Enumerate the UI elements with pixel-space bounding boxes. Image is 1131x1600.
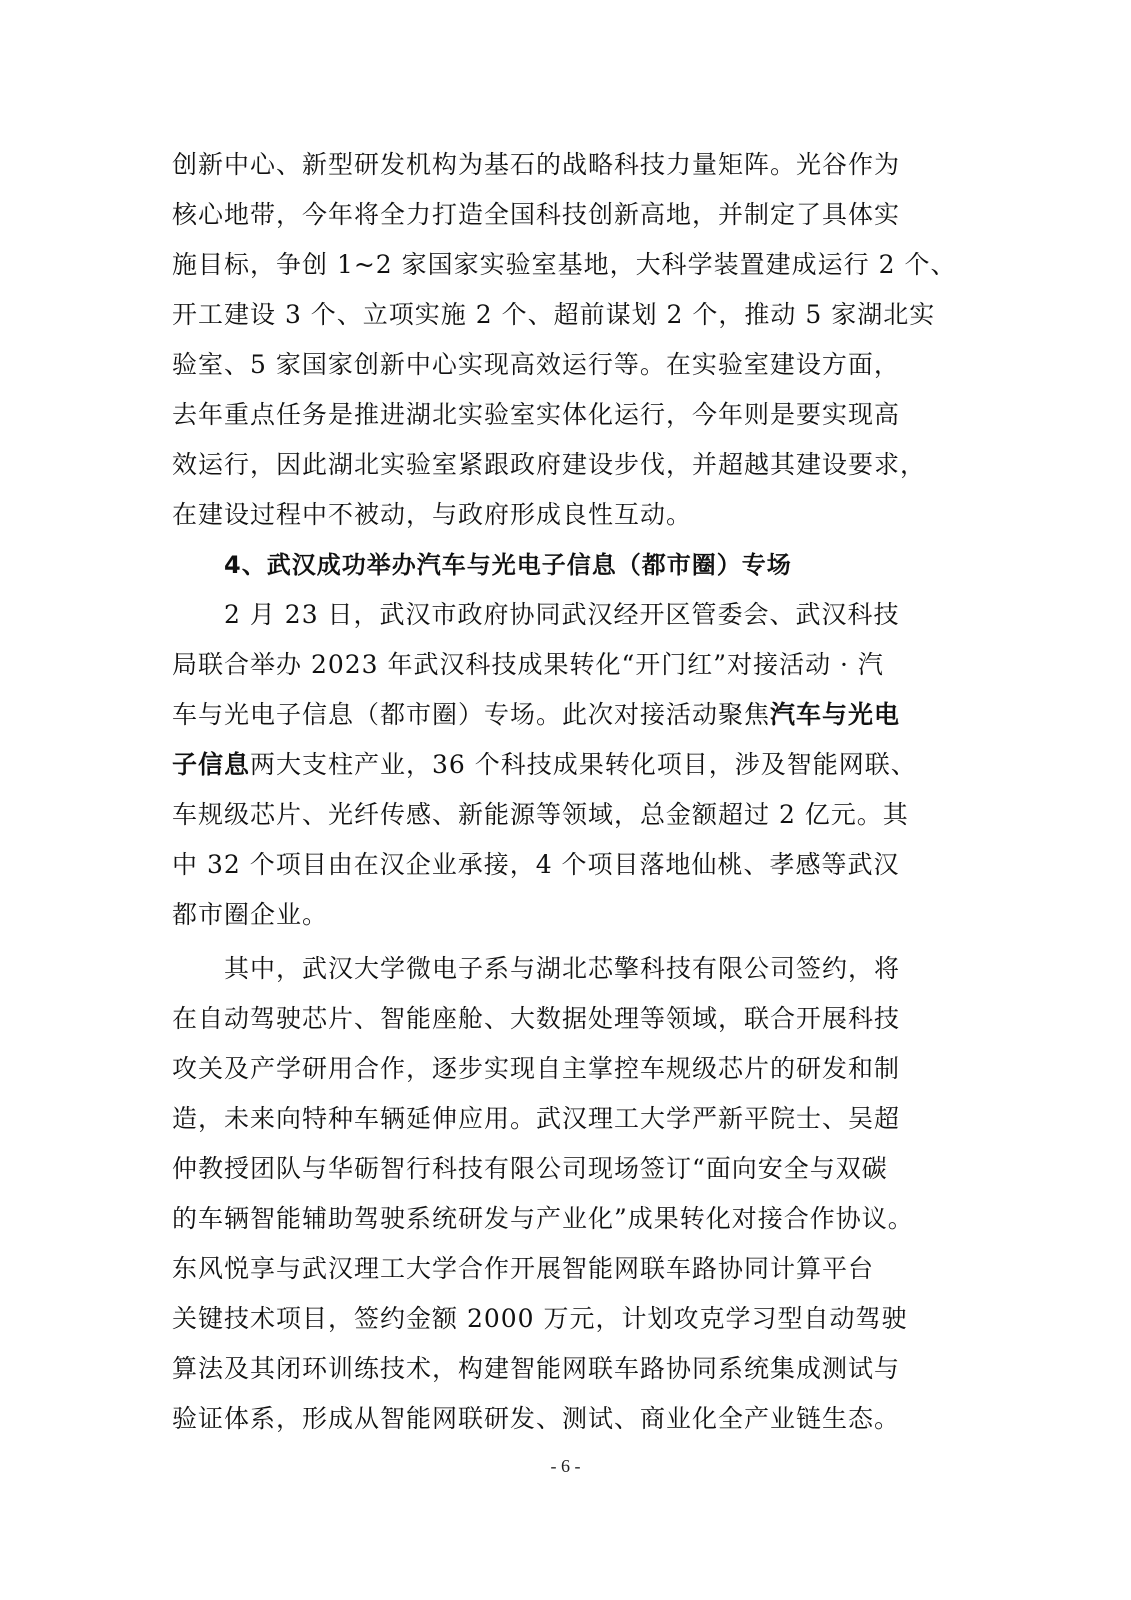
- text-line: [172, 690, 948, 740]
- text-line: 攻关及产学研用合作，逐步实现自主掌控车规级芯片的研发和制: [172, 1054, 901, 1083]
- text-line: 算法及其闭环训练技术，构建智能网联车路协同系统集成测试与: [172, 1354, 901, 1383]
- bold-highlight: 子信息: [172, 750, 251, 779]
- document-body: [172, 140, 957, 1444]
- text-line: 开工建设 3 个、立项实施 2 个、超前谋划 2 个，推动 5 家湖北实: [172, 300, 936, 329]
- text-segment: 车与光电子信息（都市圈）专场。此次对接活动聚焦: [172, 700, 771, 729]
- paragraph-event-summary: [172, 590, 948, 940]
- text-segment: 两大支柱产业，36 个科技成果转化项目，涉及智能网联、: [250, 750, 917, 779]
- text-line: 仲教授团队与华砺智行科技有限公司现场签订“面向安全与双碳: [172, 1154, 888, 1183]
- text-line: 效运行，因此湖北实验室紧跟政府建设步伐，并超越其建设要求，: [172, 450, 927, 479]
- text-line: 关键技术项目，签约金额 2000 万元，计划攻克学习型自动驾驶: [172, 1304, 908, 1333]
- text-line: 去年重点任务是推进湖北实验室实体化运行，今年则是要实现高: [172, 400, 901, 429]
- text-line: 其中，武汉大学微电子系与湖北芯擎科技有限公司签约，将: [224, 954, 901, 983]
- text-line: 东风悦享与武汉理工大学合作开展智能网联车路协同计算平台: [172, 1254, 875, 1283]
- text-line: 车规级芯片、光纤传感、新能源等领域，总金额超过 2 亿元。其: [172, 800, 909, 829]
- text-line: 2 月 23 日，武汉市政府协同武汉经开区管委会、武汉科技: [224, 600, 900, 629]
- text-line: 创新中心、新型研发机构为基石的战略科技力量矩阵。光谷作为: [172, 150, 901, 179]
- text-line: [172, 740, 948, 790]
- text-line: 局联合举办 2023 年武汉科技成果转化“开门红”对接活动 · 汽: [172, 650, 884, 679]
- text-line: 造，未来向特种车辆延伸应用。武汉理工大学严新平院士、吴超: [172, 1104, 901, 1133]
- text-line: 中 32 个项目由在汉企业承接，4 个项目落地仙桃、孝感等武汉: [172, 850, 900, 879]
- text-line: 验室、5 家国家创新中心实现高效运行等。在实验室建设方面，: [172, 350, 900, 379]
- text-line: 的车辆智能辅助驾驶系统研发与产业化”成果转化对接合作协议。: [172, 1204, 914, 1233]
- bold-highlight: 汽车与光电: [770, 700, 901, 729]
- text-line: 施目标，争创 1~2 家国家实验室基地，大科学装置建成运行 2 个、: [172, 250, 957, 279]
- paragraph-lab-construction: [172, 140, 957, 540]
- text-line: 核心地带，今年将全力打造全国科技创新高地，并制定了具体实: [172, 200, 901, 229]
- text-line: 验证体系，形成从智能网联研发、测试、商业化全产业链生态。: [172, 1404, 901, 1433]
- text-line: 都市圈企业。: [172, 900, 329, 929]
- section-heading: 4、武汉成功举办汽车与光电子信息（都市圈）专场: [224, 551, 792, 579]
- paragraph-signings: [172, 944, 948, 1444]
- text-line: 在自动驾驶芯片、智能座舱、大数据处理等领域，联合开展科技: [172, 1004, 901, 1033]
- page-number: - 6 -: [550, 1456, 581, 1476]
- text-line: 在建设过程中不被动，与政府形成良性互动。: [172, 500, 693, 529]
